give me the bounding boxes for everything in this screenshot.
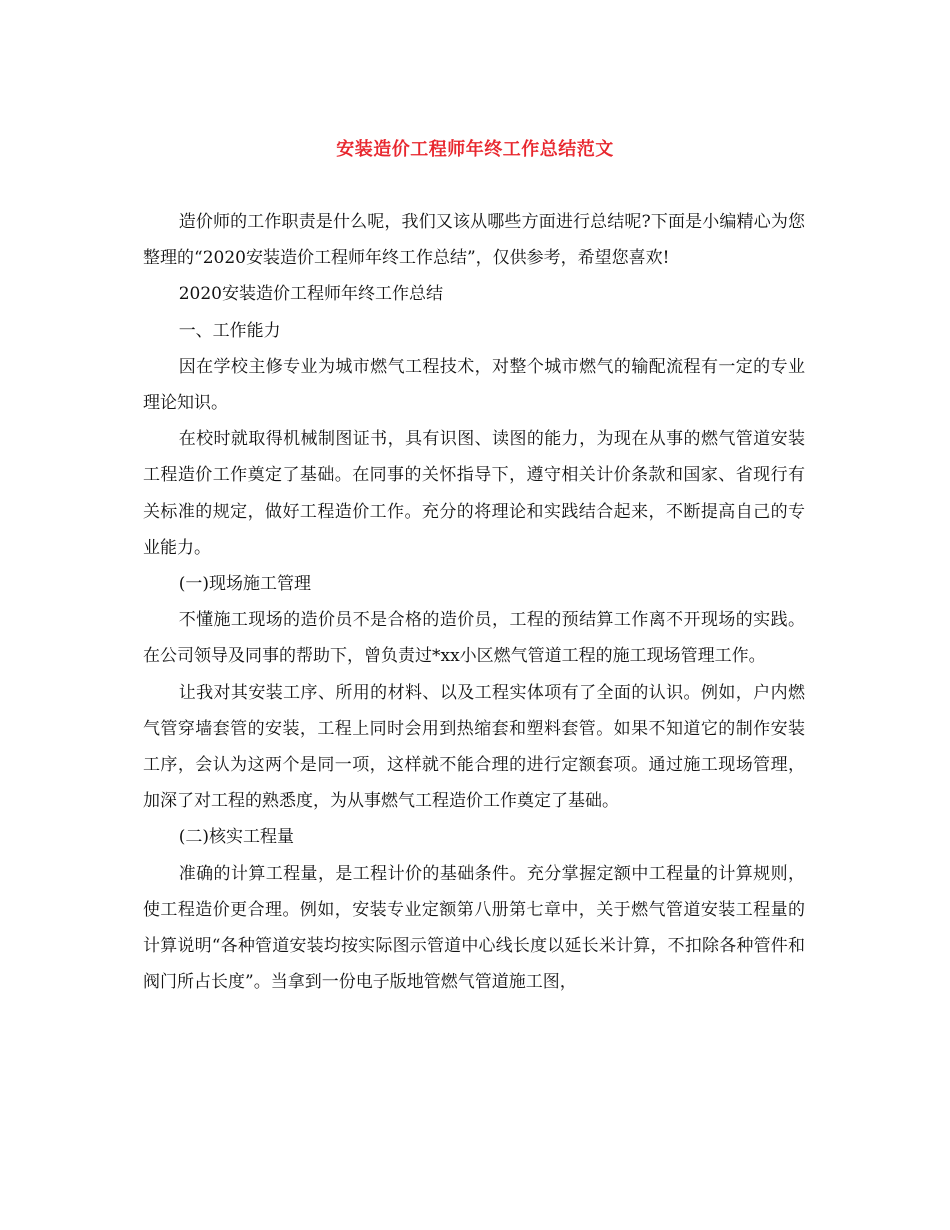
- paragraph-intro: 造价师的工作职责是什么呢，我们又该从哪些方面进行总结呢?下面是小编精心为您整理的“2020安装造价工程师年终工作总结”，仅供参考，希望您喜欢!: [143, 212, 805, 269]
- paragraph-certificate: 在校时就取得机械制图证书，具有识图、读图的能力，为现在从事的燃气管道安装工程造价工作奠定了基础。在同事的关怀指导下，遵守相关计价条款和国家、省现行有关标准的规定，做好工程造价工作。充分的将理论和实践结合起来，不断提高自己的专业能力。: [143, 429, 805, 558]
- document-body: [143, 204, 805, 1000]
- document-title: 安装造价工程师年终工作总结范文: [336, 139, 614, 160]
- paragraph-installation-process: 让我对其安装工序、所用的材料、以及工程实体项有了全面的认识。例如，户内燃气管穿墙套管的安装，工程上同时会用到热缩套和塑料套管。如果不知道它的制作安装工序，会认为这两个是同一项，这样就不能合理的进行定额套项。通过施工现场管理，加深了对工程的熟悉度，为从事燃气工程造价工作奠定了基础。: [143, 682, 805, 812]
- paragraph-education: 因在学校主修专业为城市燃气工程技术，对整个城市燃气的输配流程有一定的专业理论知识。: [143, 356, 805, 414]
- section-heading-summary: 2020安装造价工程师年终工作总结: [178, 284, 443, 305]
- section-heading-site-management: (一)现场施工管理: [178, 574, 311, 595]
- paragraph-quantity-calculation: 准确的计算工程量，是工程计价的基础条件。充分掌握定额中工程量的计算规则，使工程造价更合理。例如，安装专业定额第八册第七章中，关于燃气管道安装工程量的计算说明“各种管道安装均按实际图示管道中心线长度以延长米计算，不扣除各种管件和阀门所占长度”。当拿到一份电子版地管燃气管道施工图，: [143, 863, 805, 993]
- paragraph-site-practice: 不懂施工现场的造价员不是合格的造价员，工程的预结算工作离不开现场的实践。在公司领导及同事的帮助下，曾负责过*xx小区燃气管道工程的施工现场管理工作。: [143, 610, 805, 667]
- section-heading-verify-quantities: (二)核实工程量: [178, 827, 294, 848]
- section-heading-work-ability: 一、工作能力: [178, 320, 281, 341]
